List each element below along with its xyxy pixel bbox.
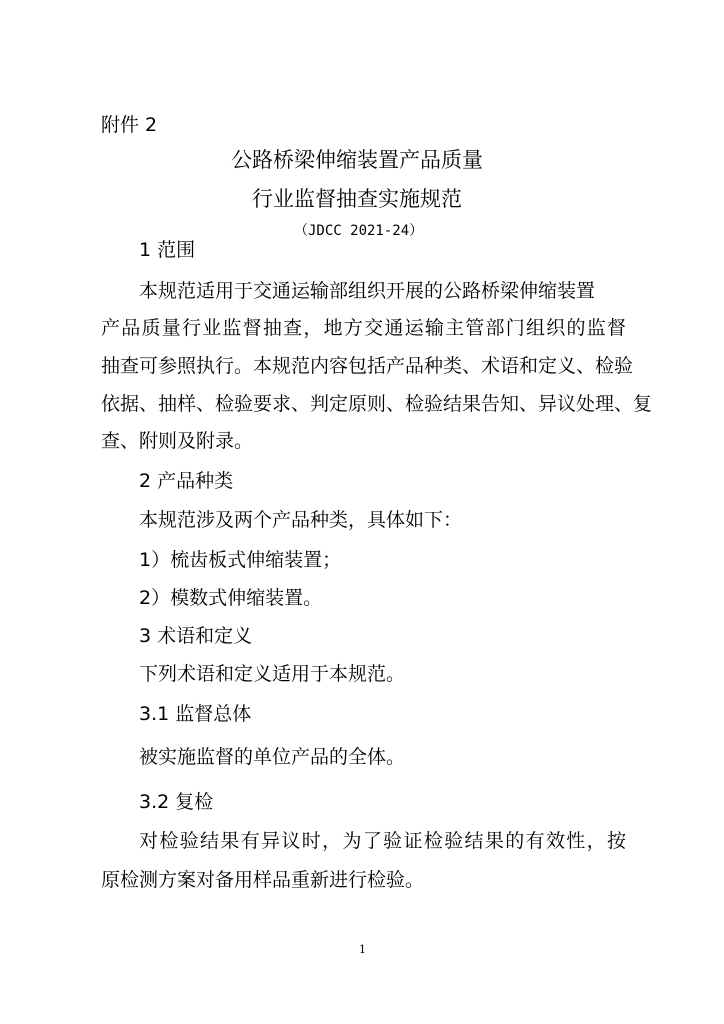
document-code: （JDCC 2021-24） [294, 223, 424, 239]
section-3-1-text: 被实施监督的单位产品的全体。 [139, 746, 406, 768]
section-3-2-line-2: 原检测方案对备用样品重新进行检验。 [101, 869, 425, 891]
section-2-item-2: 2）模数式伸缩装置。 [139, 587, 323, 609]
section-1-line-2: 产品质量行业监督抽查，地方交通运输主管部门组织的监督 [101, 317, 626, 339]
page-number: 1 [359, 943, 366, 956]
section-1-line-4: 依据、抽样、检验要求、判定原则、检验结果告知、异议处理、复 [101, 393, 653, 415]
section-1-line-1: 本规范适用于交通运输部组织开展的公路桥梁伸缩装置 [139, 280, 596, 302]
title-line-1: 公路桥梁伸缩装置产品质量 [231, 148, 483, 172]
title-line-2: 行业监督抽查实施规范 [252, 187, 462, 211]
section-3-2-heading: 3.2 复检 [139, 791, 214, 813]
attachment-label: 附件 2 [101, 114, 158, 136]
section-2-intro: 本规范涉及两个产品种类，具体如下： [139, 509, 463, 531]
section-3-intro: 下列术语和定义适用于本规范。 [139, 663, 406, 685]
section-1-line-3: 抽查可参照执行。本规范内容包括产品种类、术语和定义、检验 [101, 355, 634, 377]
section-1-line-5: 查、附则及附录。 [101, 430, 254, 452]
section-3-1-heading: 3.1 监督总体 [139, 703, 252, 725]
section-3-heading: 3 术语和定义 [139, 625, 253, 647]
section-3-2-line-1: 对检验结果有异议时，为了验证检验结果的有效性，按 [139, 830, 626, 852]
section-2-heading: 2 产品种类 [139, 470, 234, 492]
section-2-item-1: 1）梳齿板式伸缩装置； [139, 549, 342, 571]
section-1-heading: 1 范围 [139, 239, 196, 261]
